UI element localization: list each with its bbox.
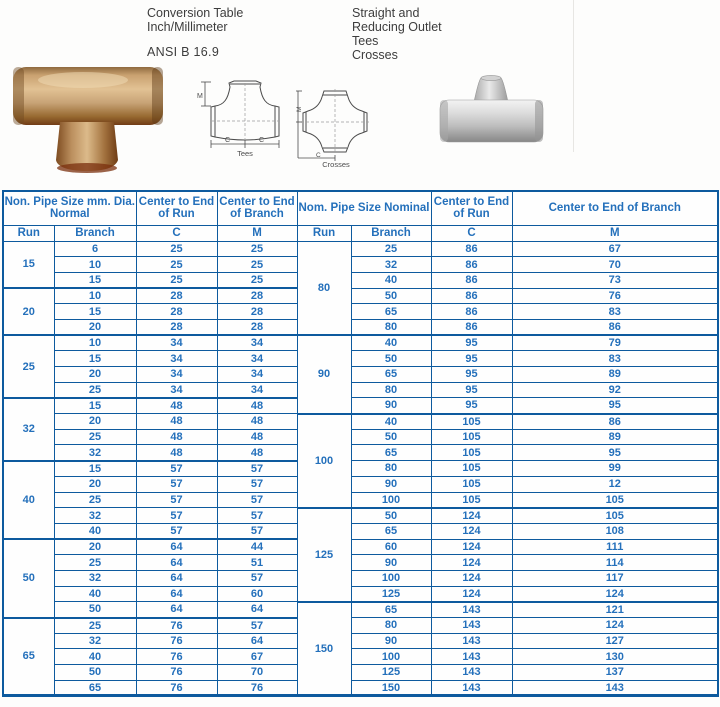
right-branch-cell: 50 — [351, 429, 431, 445]
left-m-cell: 25 — [217, 241, 297, 257]
tees-diagram — [197, 74, 293, 158]
reducing-tee-photo — [437, 70, 547, 148]
left-m-cell: 34 — [217, 367, 297, 383]
right-branch-cell: 90 — [351, 476, 431, 492]
table-row — [3, 665, 718, 681]
right-c-cell: 143 — [431, 602, 512, 618]
right-m-cell: 89 — [512, 367, 718, 383]
right-branch-cell: 150 — [351, 680, 431, 696]
left-branch-cell: 20 — [54, 476, 136, 492]
right-run-cell: 150 — [297, 602, 351, 696]
right-m-cell: 70 — [512, 257, 718, 273]
table-row — [3, 367, 718, 383]
right-branch-cell: 90 — [351, 633, 431, 649]
table-row — [3, 414, 718, 430]
table-row — [3, 618, 718, 634]
table-row — [3, 351, 718, 367]
left-branch-cell: 25 — [54, 492, 136, 508]
right-c-cell: 143 — [431, 649, 512, 665]
right-m-cell: 73 — [512, 272, 718, 288]
doc-subtitle — [352, 6, 442, 62]
left-c-cell: 76 — [136, 665, 217, 681]
right-run-cell: 80 — [297, 241, 351, 335]
right-c-cell: 143 — [431, 665, 512, 681]
right-branch-cell: 80 — [351, 319, 431, 335]
table-row — [3, 492, 718, 508]
left-m-cell: 67 — [217, 649, 297, 665]
left-m-cell: 44 — [217, 539, 297, 555]
left-m-cell: 64 — [217, 633, 297, 649]
table-row — [3, 319, 718, 335]
right-branch-cell: 65 — [351, 602, 431, 618]
tees-c-label-left: C — [225, 137, 231, 144]
right-m-cell: 137 — [512, 665, 718, 681]
right-c-cell: 105 — [431, 461, 512, 477]
right-c-cell: 105 — [431, 445, 512, 461]
left-m-cell: 28 — [217, 288, 297, 304]
left-branch-cell: 20 — [54, 414, 136, 430]
table-row — [3, 382, 718, 398]
left-c-cell: 64 — [136, 539, 217, 555]
left-c-cell: 25 — [136, 241, 217, 257]
left-run-cell: 65 — [3, 618, 54, 696]
table-row — [3, 241, 718, 257]
right-branch-cell: 80 — [351, 382, 431, 398]
subtitle-line4: Crosses — [352, 48, 398, 62]
right-m-cell: 121 — [512, 602, 718, 618]
left-branch-cell: 32 — [54, 445, 136, 461]
left-branch-cell: 15 — [54, 304, 136, 320]
left-c-cell: 48 — [136, 445, 217, 461]
left-branch-cell: 20 — [54, 539, 136, 555]
right-c-cell: 124 — [431, 539, 512, 555]
right-m-cell: 124 — [512, 586, 718, 602]
right-branch-cell: 60 — [351, 539, 431, 555]
table-row — [3, 508, 718, 524]
right-m-cell: 114 — [512, 555, 718, 571]
left-run-cell: 50 — [3, 539, 54, 617]
right-m-cell: 99 — [512, 461, 718, 477]
left-m-cell: 28 — [217, 319, 297, 335]
group-header-row — [3, 191, 718, 225]
subheader-left-branch: Branch — [54, 225, 136, 241]
left-m-cell: 57 — [217, 492, 297, 508]
left-m-cell: 57 — [217, 476, 297, 492]
left-m-cell: 28 — [217, 304, 297, 320]
left-c-cell: 64 — [136, 586, 217, 602]
right-c-cell: 143 — [431, 633, 512, 649]
right-run-cell: 90 — [297, 335, 351, 413]
left-c-cell: 34 — [136, 351, 217, 367]
doc-title-line2: Inch/Millimeter — [147, 20, 228, 34]
left-c-cell: 34 — [136, 382, 217, 398]
right-m-cell: 105 — [512, 508, 718, 524]
left-run-cell: 15 — [3, 241, 54, 288]
left-c-cell: 76 — [136, 649, 217, 665]
left-m-cell: 51 — [217, 555, 297, 571]
table-row — [3, 272, 718, 288]
right-run-cell: 100 — [297, 414, 351, 508]
right-m-cell: 105 — [512, 492, 718, 508]
left-run-cell: 40 — [3, 461, 54, 539]
left-c-cell: 76 — [136, 680, 217, 696]
subheader-right-run: Run — [297, 225, 351, 241]
left-branch-cell: 25 — [54, 555, 136, 571]
left-m-cell: 25 — [217, 272, 297, 288]
crosses-m-label: M — [296, 106, 303, 112]
left-branch-cell: 15 — [54, 351, 136, 367]
header-left-run-l1: Center to End — [138, 195, 215, 208]
right-branch-cell: 80 — [351, 618, 431, 634]
left-branch-cell: 15 — [54, 272, 136, 288]
right-branch-cell: 50 — [351, 351, 431, 367]
left-branch-cell: 32 — [54, 508, 136, 524]
right-m-cell: 83 — [512, 351, 718, 367]
table-row — [3, 570, 718, 586]
right-m-cell: 79 — [512, 335, 718, 351]
left-c-cell: 57 — [136, 508, 217, 524]
left-branch-cell: 6 — [54, 241, 136, 257]
right-m-cell: 95 — [512, 398, 718, 414]
standard-label: ANSI B 16.9 — [147, 45, 220, 59]
right-m-cell: 143 — [512, 680, 718, 696]
subheader-left-m: M — [217, 225, 297, 241]
tee-photo — [8, 62, 168, 176]
right-c-cell: 86 — [431, 319, 512, 335]
right-c-cell: 124 — [431, 523, 512, 539]
header-left-branch — [217, 191, 297, 225]
left-branch-cell: 50 — [54, 602, 136, 618]
right-branch-cell: 90 — [351, 555, 431, 571]
table-row — [3, 523, 718, 539]
right-branch-cell: 50 — [351, 288, 431, 304]
left-m-cell: 48 — [217, 398, 297, 414]
left-m-cell: 34 — [217, 351, 297, 367]
left-branch-cell: 25 — [54, 429, 136, 445]
right-m-cell: 12 — [512, 476, 718, 492]
left-c-cell: 76 — [136, 633, 217, 649]
left-m-cell: 48 — [217, 429, 297, 445]
left-branch-cell: 40 — [54, 649, 136, 665]
table-row — [3, 398, 718, 414]
header-right-run-l2: of Run — [453, 208, 490, 221]
table-row — [3, 445, 718, 461]
left-branch-cell: 32 — [54, 570, 136, 586]
right-c-cell: 86 — [431, 304, 512, 320]
left-m-cell: 70 — [217, 665, 297, 681]
right-m-cell: 124 — [512, 618, 718, 634]
right-c-cell: 105 — [431, 414, 512, 430]
right-m-cell: 130 — [512, 649, 718, 665]
crosses-c-label: C — [316, 152, 321, 159]
right-branch-cell: 32 — [351, 257, 431, 273]
header-left-run-l2: of Run — [158, 208, 195, 221]
right-m-cell: 95 — [512, 445, 718, 461]
right-m-cell: 127 — [512, 633, 718, 649]
right-branch-cell: 90 — [351, 398, 431, 414]
left-c-cell: 57 — [136, 461, 217, 477]
table-row — [3, 555, 718, 571]
doc-title-line1: Conversion Table — [147, 6, 244, 20]
left-m-cell: 76 — [217, 680, 297, 696]
left-m-cell: 57 — [217, 461, 297, 477]
left-branch-cell: 10 — [54, 257, 136, 273]
right-m-cell: 83 — [512, 304, 718, 320]
table-row — [3, 633, 718, 649]
scan-edge-line — [573, 0, 574, 152]
left-c-cell: 34 — [136, 335, 217, 351]
right-branch-cell: 65 — [351, 523, 431, 539]
fittings-table — [2, 190, 719, 697]
table-row — [3, 304, 718, 320]
left-branch-cell: 15 — [54, 398, 136, 414]
right-c-cell: 105 — [431, 476, 512, 492]
header-right-run-l1: Center to End — [433, 195, 510, 208]
left-m-cell: 64 — [217, 602, 297, 618]
left-c-cell: 76 — [136, 618, 217, 634]
left-m-cell: 48 — [217, 445, 297, 461]
left-run-cell: 20 — [3, 288, 54, 335]
right-branch-cell: 100 — [351, 492, 431, 508]
right-branch-cell: 40 — [351, 272, 431, 288]
subheader-left-c: C — [136, 225, 217, 241]
right-c-cell: 124 — [431, 555, 512, 571]
subheader-left-run: Run — [3, 225, 54, 241]
right-c-cell: 95 — [431, 335, 512, 351]
left-c-cell: 34 — [136, 367, 217, 383]
header-right-run — [431, 191, 512, 225]
right-branch-cell: 25 — [351, 241, 431, 257]
table-row — [3, 586, 718, 602]
right-branch-cell: 100 — [351, 649, 431, 665]
right-branch-cell: 100 — [351, 570, 431, 586]
left-m-cell: 57 — [217, 508, 297, 524]
doc-title — [147, 6, 243, 34]
left-m-cell: 57 — [217, 618, 297, 634]
table-row — [3, 335, 718, 351]
left-c-cell: 64 — [136, 602, 217, 618]
left-branch-cell: 10 — [54, 288, 136, 304]
left-c-cell: 48 — [136, 429, 217, 445]
table-row — [3, 461, 718, 477]
left-branch-cell: 65 — [54, 680, 136, 696]
left-c-cell: 57 — [136, 523, 217, 539]
table-row — [3, 476, 718, 492]
left-run-cell: 25 — [3, 335, 54, 398]
right-branch-cell: 40 — [351, 335, 431, 351]
left-c-cell: 28 — [136, 288, 217, 304]
right-c-cell: 105 — [431, 429, 512, 445]
left-branch-cell: 40 — [54, 523, 136, 539]
subtitle-line2: Reducing Outlet — [352, 20, 442, 34]
left-m-cell: 57 — [217, 570, 297, 586]
right-branch-cell: 65 — [351, 367, 431, 383]
subheader-right-branch: Branch — [351, 225, 431, 241]
left-branch-cell: 50 — [54, 665, 136, 681]
left-m-cell: 60 — [217, 586, 297, 602]
table-row — [3, 680, 718, 696]
header-right-pipe-size: Nom. Pipe Size Nominal — [297, 191, 431, 225]
left-run-cell: 32 — [3, 398, 54, 461]
header-left-run — [136, 191, 217, 225]
crosses-caption: Crosses — [322, 160, 350, 168]
header-left-pipe-size — [3, 191, 136, 225]
left-c-cell: 57 — [136, 492, 217, 508]
right-c-cell: 86 — [431, 241, 512, 257]
right-c-cell: 95 — [431, 367, 512, 383]
subheader-right-m: M — [512, 225, 718, 241]
left-c-cell: 28 — [136, 319, 217, 335]
header-left-branch-l2: of Branch — [230, 208, 284, 221]
left-m-cell: 57 — [217, 523, 297, 539]
header-left-branch-l1: Center to End — [219, 195, 295, 208]
left-c-cell: 64 — [136, 570, 217, 586]
tees-c-label-right: C — [259, 137, 265, 144]
subtitle-line1: Straight and — [352, 6, 420, 20]
left-c-cell: 25 — [136, 272, 217, 288]
left-branch-cell: 20 — [54, 319, 136, 335]
right-m-cell: 67 — [512, 241, 718, 257]
left-c-cell: 48 — [136, 414, 217, 430]
subtitle-line3: Tees — [352, 34, 379, 48]
right-c-cell: 143 — [431, 680, 512, 696]
right-m-cell: 76 — [512, 288, 718, 304]
left-branch-cell: 20 — [54, 367, 136, 383]
subheader-right-c: C — [431, 225, 512, 241]
left-branch-cell: 32 — [54, 633, 136, 649]
right-branch-cell: 80 — [351, 461, 431, 477]
left-c-cell: 64 — [136, 555, 217, 571]
sub-header-row — [3, 225, 718, 241]
right-m-cell: 86 — [512, 319, 718, 335]
table-row — [3, 257, 718, 273]
right-branch-cell: 65 — [351, 445, 431, 461]
left-c-cell: 48 — [136, 398, 217, 414]
right-c-cell: 124 — [431, 508, 512, 524]
left-branch-cell: 40 — [54, 586, 136, 602]
right-branch-cell: 125 — [351, 665, 431, 681]
right-m-cell: 86 — [512, 414, 718, 430]
right-run-cell: 125 — [297, 508, 351, 602]
right-branch-cell: 40 — [351, 414, 431, 430]
table-row — [3, 602, 718, 618]
right-m-cell: 89 — [512, 429, 718, 445]
right-c-cell: 95 — [431, 382, 512, 398]
left-m-cell: 34 — [217, 382, 297, 398]
left-c-cell: 57 — [136, 476, 217, 492]
left-m-cell: 34 — [217, 335, 297, 351]
table-row — [3, 649, 718, 665]
right-c-cell: 86 — [431, 257, 512, 273]
right-branch-cell: 65 — [351, 304, 431, 320]
right-m-cell: 108 — [512, 523, 718, 539]
table-row — [3, 429, 718, 445]
left-branch-cell: 25 — [54, 618, 136, 634]
left-branch-cell: 25 — [54, 382, 136, 398]
right-m-cell: 117 — [512, 570, 718, 586]
left-c-cell: 28 — [136, 304, 217, 320]
right-c-cell: 143 — [431, 618, 512, 634]
left-branch-cell: 10 — [54, 335, 136, 351]
right-c-cell: 124 — [431, 570, 512, 586]
right-c-cell: 86 — [431, 272, 512, 288]
right-c-cell: 95 — [431, 398, 512, 414]
left-m-cell: 25 — [217, 257, 297, 273]
left-branch-cell: 15 — [54, 461, 136, 477]
right-c-cell: 105 — [431, 492, 512, 508]
tees-caption: Tees — [237, 149, 253, 158]
right-branch-cell: 50 — [351, 508, 431, 524]
header-left-pipe-size-l2: Normal — [49, 208, 90, 221]
header-right-branch: Center to End of Branch — [512, 191, 718, 225]
tees-m-label: M — [197, 93, 203, 100]
left-c-cell: 25 — [136, 257, 217, 273]
right-c-cell: 124 — [431, 586, 512, 602]
right-branch-cell: 125 — [351, 586, 431, 602]
header-left-pipe-size-l1: Non. Pipe Size mm. Dia. — [4, 195, 135, 208]
table-row — [3, 539, 718, 555]
right-c-cell: 86 — [431, 288, 512, 304]
right-c-cell: 95 — [431, 351, 512, 367]
crosses-diagram — [296, 82, 378, 168]
right-m-cell: 92 — [512, 382, 718, 398]
table-row — [3, 288, 718, 304]
left-m-cell: 48 — [217, 414, 297, 430]
right-m-cell: 111 — [512, 539, 718, 555]
